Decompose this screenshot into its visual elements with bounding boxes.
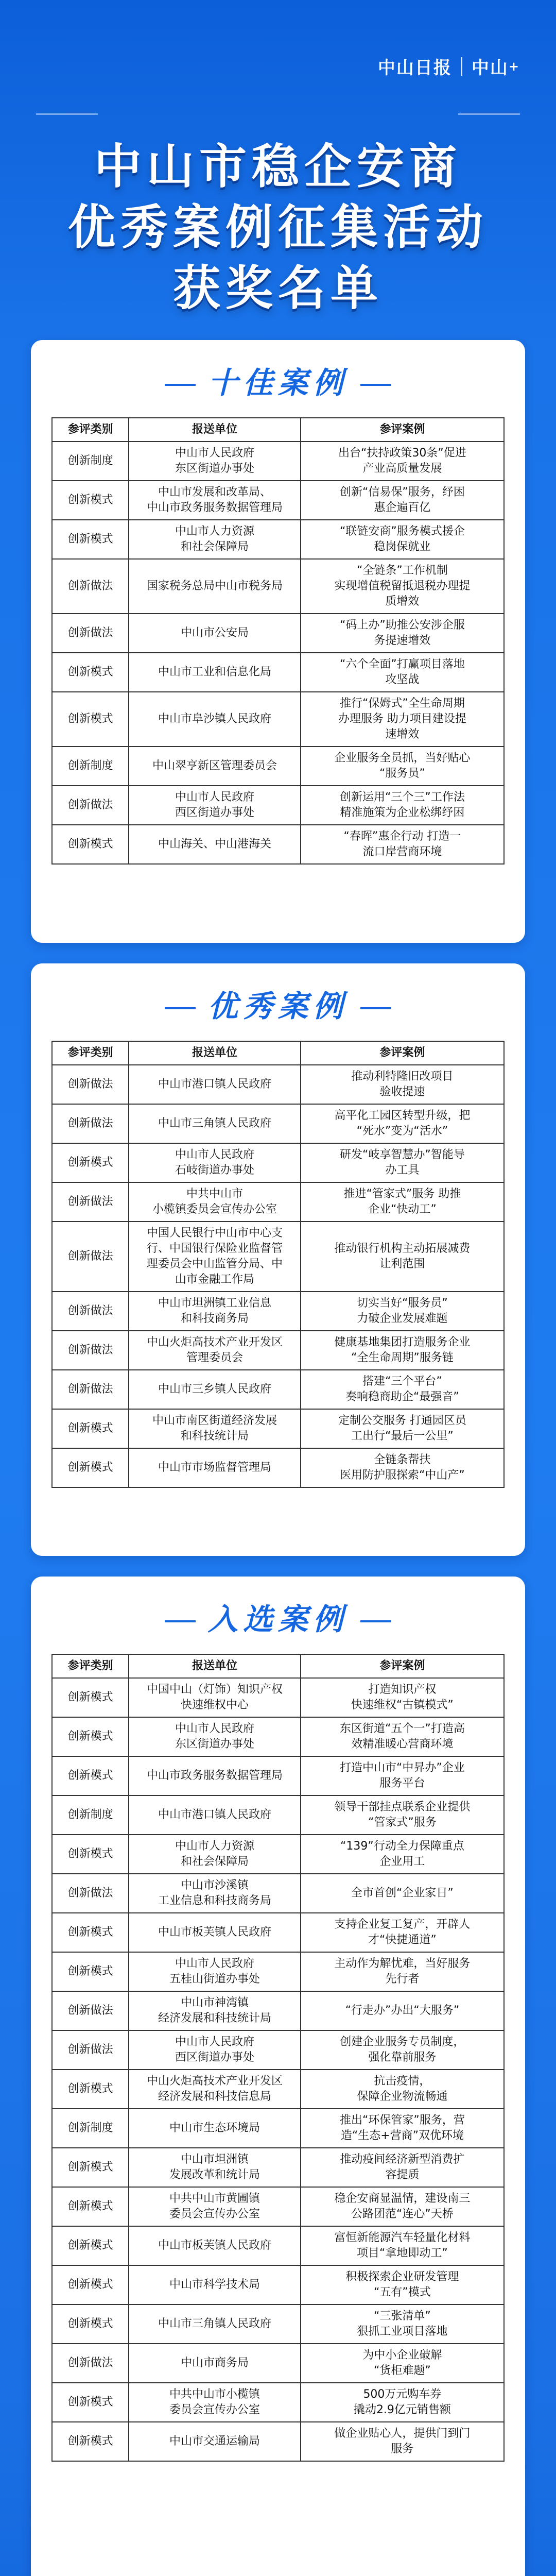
- column-header: 报送单位: [129, 418, 301, 442]
- category-cell: 创新模式: [52, 1448, 129, 1487]
- column-header: 报送单位: [129, 1041, 301, 1065]
- table-row: [52, 2383, 504, 2422]
- table-row: [52, 2148, 504, 2187]
- table-row: [52, 1065, 504, 1104]
- category-cell: 创新做法: [52, 1104, 129, 1143]
- category-cell: 创新做法: [52, 1065, 129, 1104]
- unit-cell: 中山市人民政府 石岐街道办事处: [129, 1143, 301, 1182]
- decor-line: [458, 113, 520, 115]
- table-row: [52, 1952, 504, 1991]
- unit-cell: 中山火炬高技术产业开发区 管理委员会: [129, 1331, 301, 1370]
- column-header: 参评案例: [301, 1654, 504, 1678]
- column-header: 报送单位: [129, 1654, 301, 1678]
- category-cell: 创新模式: [52, 1143, 129, 1182]
- case-cell: 创建企业服务专员制度， 强化靠前服务: [301, 2030, 504, 2070]
- page-title-line2: 优秀案例征集活动: [67, 200, 488, 255]
- category-cell: 创新模式: [52, 481, 129, 520]
- category-cell: 创新制度: [52, 747, 129, 786]
- table-row: [52, 2304, 504, 2344]
- unit-cell: 中山市人民政府 五桂山街道办事处: [129, 1952, 301, 1991]
- case-cell: 搭建“三个平台” 奏响稳商助企“最强音”: [301, 1370, 504, 1409]
- unit-cell: 中山市港口镇人民政府: [129, 1795, 301, 1835]
- logo-plus: +: [508, 59, 520, 74]
- table-row: [52, 1370, 504, 1409]
- case-cell: 领导干部挂点联系企业提供 “管家式”服务: [301, 1795, 504, 1835]
- unit-cell: 中山市政务服务数据管理局: [129, 1756, 301, 1795]
- table-row: [52, 2344, 504, 2383]
- case-cell: 推动利特隆旧改项目 验收提速: [301, 1065, 504, 1104]
- table-row: [52, 1717, 504, 1756]
- unit-cell: 中山市公安局: [129, 614, 301, 653]
- table-row: [52, 653, 504, 692]
- category-cell: 创新模式: [52, 520, 129, 559]
- category-cell: 创新做法: [52, 614, 129, 653]
- table-header-row: [52, 1041, 504, 1065]
- section-title: [31, 982, 525, 1025]
- unit-cell: 中共中山市 小榄镇委员会宣传办公室: [129, 1182, 301, 1222]
- case-cell: “联链安商”服务模式援企 稳岗保就业: [301, 520, 504, 559]
- section-title: [31, 359, 525, 402]
- category-cell: 创新模式: [52, 2422, 129, 2461]
- table-header-row: [52, 418, 504, 442]
- unit-cell: 中山市阜沙镇人民政府: [129, 692, 301, 747]
- category-cell: 创新模式: [52, 1717, 129, 1756]
- table-row: [52, 1795, 504, 1835]
- case-cell: 高平化工园区转型升级，把 “死水”变为“活水”: [301, 1104, 504, 1143]
- case-cell: 定制公交服务 打通园区员 工出行“最后一公里”: [301, 1409, 504, 1448]
- unit-cell: 中共中山市黄圃镇 委员会宣传办公室: [129, 2187, 301, 2226]
- title-bar: [165, 1620, 196, 1622]
- column-header: 参评类别: [52, 1654, 129, 1678]
- category-cell: 创新模式: [52, 1835, 129, 1874]
- unit-cell: 中山市南区街道经济发展 和科技统计局: [129, 1409, 301, 1448]
- unit-cell: 中山市人民政府 西区街道办事处: [129, 786, 301, 825]
- table-row: [52, 1874, 504, 1913]
- case-cell: 推出“环保管家”服务，营 造“生态+营商”双优环境: [301, 2109, 504, 2148]
- category-cell: 创新做法: [52, 1331, 129, 1370]
- unit-cell: 中国人民银行中山市中心支 行、中国银行保险业监督管 理委员会中山监管分局、中 山市金融工作局: [129, 1222, 301, 1292]
- column-header: 参评案例: [301, 1041, 504, 1065]
- category-cell: 创新模式: [52, 2187, 129, 2226]
- table-row: [52, 520, 504, 559]
- category-cell: 创新做法: [52, 1182, 129, 1222]
- case-cell: 稳企安商显温情，建设南三 公路团范“连心”天桥: [301, 2187, 504, 2226]
- unit-cell: 中山火炬高技术产业开发区 经济发展和科技信息局: [129, 2070, 301, 2109]
- unit-cell: 中山海关、中山港海关: [129, 825, 301, 864]
- unit-cell: 中山市坦洲镇 发展改革和统计局: [129, 2148, 301, 2187]
- table-row: [52, 2226, 504, 2265]
- table-row: [52, 559, 504, 614]
- category-cell: 创新制度: [52, 1795, 129, 1835]
- unit-cell: 中山市三角镇人民政府: [129, 1104, 301, 1143]
- case-cell: 做企业贴心人，提供门到门 服务: [301, 2422, 504, 2461]
- section-title-text: 入选案例: [207, 1602, 348, 1637]
- title-bar: [360, 1620, 391, 1622]
- case-cell: 推动银行机构主动拓展减费 让利范围: [301, 1222, 504, 1292]
- table-header-row: [52, 1654, 504, 1678]
- case-cell: 全链条帮扶 医用防护服探索“中山产”: [301, 1448, 504, 1487]
- category-cell: 创新模式: [52, 1756, 129, 1795]
- table-row: [52, 1104, 504, 1143]
- unit-cell: 国家税务总局中山市税务局: [129, 559, 301, 614]
- table-row: [52, 2030, 504, 2070]
- case-cell: 出台“扶持政策30条”促进 产业高质量发展: [301, 442, 504, 481]
- unit-cell: 中山市交通运输局: [129, 2422, 301, 2461]
- logo-divider: [461, 57, 462, 76]
- title-bar: [165, 384, 196, 386]
- table-row: [52, 692, 504, 747]
- page-title-line3: 获奖名单: [172, 261, 383, 316]
- category-cell: 创新模式: [52, 2304, 129, 2344]
- table-row: [52, 2265, 504, 2304]
- unit-cell: 中山市神湾镇 经济发展和科技统计局: [129, 1991, 301, 2030]
- unit-cell: 中山市人力资源 和社会保障局: [129, 1835, 301, 1874]
- table-row: [52, 825, 504, 864]
- category-cell: 创新做法: [52, 2030, 129, 2070]
- category-cell: 创新做法: [52, 1292, 129, 1331]
- table-row: [52, 1292, 504, 1331]
- category-cell: 创新模式: [52, 1913, 129, 1952]
- unit-cell: 中山市工业和信息化局: [129, 653, 301, 692]
- case-cell: “行走办”办出“大服务”: [301, 1991, 504, 2030]
- case-cell: 为中小企业破解 “货柜难题”: [301, 2344, 504, 2383]
- unit-cell: 中山市人民政府 西区街道办事处: [129, 2030, 301, 2070]
- unit-cell: 中国中山（灯饰）知识产权 快速维权中心: [129, 1678, 301, 1717]
- table-row: [52, 614, 504, 653]
- table-row: [52, 2187, 504, 2226]
- column-header: 参评类别: [52, 1041, 129, 1065]
- category-cell: 创新模式: [52, 2226, 129, 2265]
- category-cell: 创新制度: [52, 2109, 129, 2148]
- case-cell: 全市首创“企业家日”: [301, 1874, 504, 1913]
- table-row: [52, 1835, 504, 1874]
- table-row: [52, 1222, 504, 1292]
- case-cell: 创新运用“三个三”工作法 精准施策为企业松绑纾困: [301, 786, 504, 825]
- category-cell: 创新模式: [52, 2070, 129, 2109]
- logo-side: 中山: [471, 58, 509, 78]
- logo-main: 中山日报: [377, 58, 452, 78]
- table-row: [52, 2070, 504, 2109]
- section-title-text: 十佳案例: [207, 365, 348, 400]
- case-cell: 抗击疫情， 保障企业物流畅通: [301, 2070, 504, 2109]
- unit-cell: 中山市板芙镇人民政府: [129, 1913, 301, 1952]
- unit-cell: 中山市人民政府 东区街道办事处: [129, 442, 301, 481]
- case-cell: 打造知识产权 快速维权“古镇模式”: [301, 1678, 504, 1717]
- category-cell: 创新制度: [52, 442, 129, 481]
- case-cell: 企业服务全员抓，当好贴心 “服务员”: [301, 747, 504, 786]
- case-cell: 推动疫间经济新型消费扩 容提质: [301, 2148, 504, 2187]
- unit-cell: 中山翠亨新区管理委员会: [129, 747, 301, 786]
- table-row: [52, 747, 504, 786]
- unit-cell: 中山市商务局: [129, 2344, 301, 2383]
- table-row: [52, 1991, 504, 2030]
- unit-cell: 中山市生态环境局: [129, 2109, 301, 2148]
- column-header: 参评案例: [301, 418, 504, 442]
- unit-cell: 中山市科学技术局: [129, 2265, 301, 2304]
- unit-cell: 中山市人力资源 和社会保障局: [129, 520, 301, 559]
- category-cell: 创新做法: [52, 2344, 129, 2383]
- cases-table: [51, 417, 505, 865]
- unit-cell: 中山市坦洲镇工业信息 和科技商务局: [129, 1292, 301, 1331]
- case-cell: 研发“岐享智慧办”智能导 办工具: [301, 1143, 504, 1182]
- case-cell: “春晖”惠企行动 打造一 流口岸营商环境: [301, 825, 504, 864]
- table-row: [52, 442, 504, 481]
- page-title-line1: 中山市稳企安商: [94, 139, 462, 194]
- unit-cell: 中山市发展和改革局、 中山市政务服务数据管理局: [129, 481, 301, 520]
- category-cell: 创新模式: [52, 2148, 129, 2187]
- case-cell: 富恒新能源汽车轻量化材料 项目“拿地即动工”: [301, 2226, 504, 2265]
- table-row: [52, 1913, 504, 1952]
- decor-line: [36, 113, 98, 115]
- case-cell: “139”行动全力保障重点 企业用工: [301, 1835, 504, 1874]
- table-row: [52, 1143, 504, 1182]
- table-row: [52, 2422, 504, 2461]
- category-cell: 创新模式: [52, 653, 129, 692]
- category-cell: 创新模式: [52, 2383, 129, 2422]
- unit-cell: 中山市港口镇人民政府: [129, 1065, 301, 1104]
- category-cell: 创新做法: [52, 1991, 129, 2030]
- column-header: 参评类别: [52, 418, 129, 442]
- unit-cell: 中山市三角镇人民政府: [129, 2304, 301, 2344]
- category-cell: 创新模式: [52, 2265, 129, 2304]
- case-cell: 推行“保姆式”全生命周期 办理服务 助力项目建设提 速增效: [301, 692, 504, 747]
- case-cell: “全链条”工作机制 实现增值税留抵退税办理提 质增效: [301, 559, 504, 614]
- case-cell: 健康基地集团打造服务企业 “全生命周期”服务链: [301, 1331, 504, 1370]
- section-card-selected: [31, 1577, 525, 2576]
- cases-table: [51, 1041, 505, 1488]
- table-row: [52, 1756, 504, 1795]
- unit-cell: 中山市人民政府 东区街道办事处: [129, 1717, 301, 1756]
- case-cell: 支持企业复工复产，开辟人 才“快捷通道”: [301, 1913, 504, 1952]
- case-cell: 打造中山市“中昇办”企业 服务平台: [301, 1756, 504, 1795]
- category-cell: 创新做法: [52, 1222, 129, 1292]
- table-row: [52, 2109, 504, 2148]
- section-card-excellent: [31, 963, 525, 1556]
- section-title: [31, 1595, 525, 1638]
- category-cell: 创新模式: [52, 1409, 129, 1448]
- title-bar: [360, 384, 391, 386]
- unit-cell: 中共中山市小榄镇 委员会宣传办公室: [129, 2383, 301, 2422]
- category-cell: 创新做法: [52, 1370, 129, 1409]
- case-cell: 东区街道“五个一”打造高 效精准暖心营商环境: [301, 1717, 504, 1756]
- brand-logo: [378, 54, 520, 79]
- unit-cell: 中山市市场监督管理局: [129, 1448, 301, 1487]
- section-card-top10: [31, 340, 525, 943]
- title-bar: [165, 1007, 196, 1009]
- case-cell: 积极探索企业研发管理 “五有”模式: [301, 2265, 504, 2304]
- case-cell: 推进“管家式”服务 助推 企业“快动工”: [301, 1182, 504, 1222]
- category-cell: 创新模式: [52, 692, 129, 747]
- table-row: [52, 1182, 504, 1222]
- case-cell: 主动作为解忧难，当好服务 先行者: [301, 1952, 504, 1991]
- unit-cell: 中山市沙溪镇 工业信息和科技商务局: [129, 1874, 301, 1913]
- unit-cell: 中山市三乡镇人民政府: [129, 1370, 301, 1409]
- title-bar: [360, 1007, 391, 1009]
- case-cell: 切实当好“服务员” 力破企业发展难题: [301, 1292, 504, 1331]
- case-cell: 500万元购车券 撬动2.9亿元销售额: [301, 2383, 504, 2422]
- unit-cell: 中山市板芙镇人民政府: [129, 2226, 301, 2265]
- case-cell: 创新“信易保”服务，纾困 惠企遍百亿: [301, 481, 504, 520]
- category-cell: 创新模式: [52, 1678, 129, 1717]
- case-cell: “六个全面”打赢项目落地 攻坚战: [301, 653, 504, 692]
- category-cell: 创新模式: [52, 825, 129, 864]
- table-row: [52, 1678, 504, 1717]
- category-cell: 创新做法: [52, 786, 129, 825]
- cases-table: [51, 1654, 505, 2462]
- category-cell: 创新做法: [52, 559, 129, 614]
- table-row: [52, 1409, 504, 1448]
- category-cell: 创新做法: [52, 1874, 129, 1913]
- table-row: [52, 481, 504, 520]
- table-row: [52, 1448, 504, 1487]
- table-row: [52, 786, 504, 825]
- table-row: [52, 1331, 504, 1370]
- case-cell: “三张清单” 狠抓工业项目落地: [301, 2304, 504, 2344]
- section-title-text: 优秀案例: [207, 989, 348, 1024]
- case-cell: “码上办”助推公安涉企服 务提速增效: [301, 614, 504, 653]
- category-cell: 创新模式: [52, 1952, 129, 1991]
